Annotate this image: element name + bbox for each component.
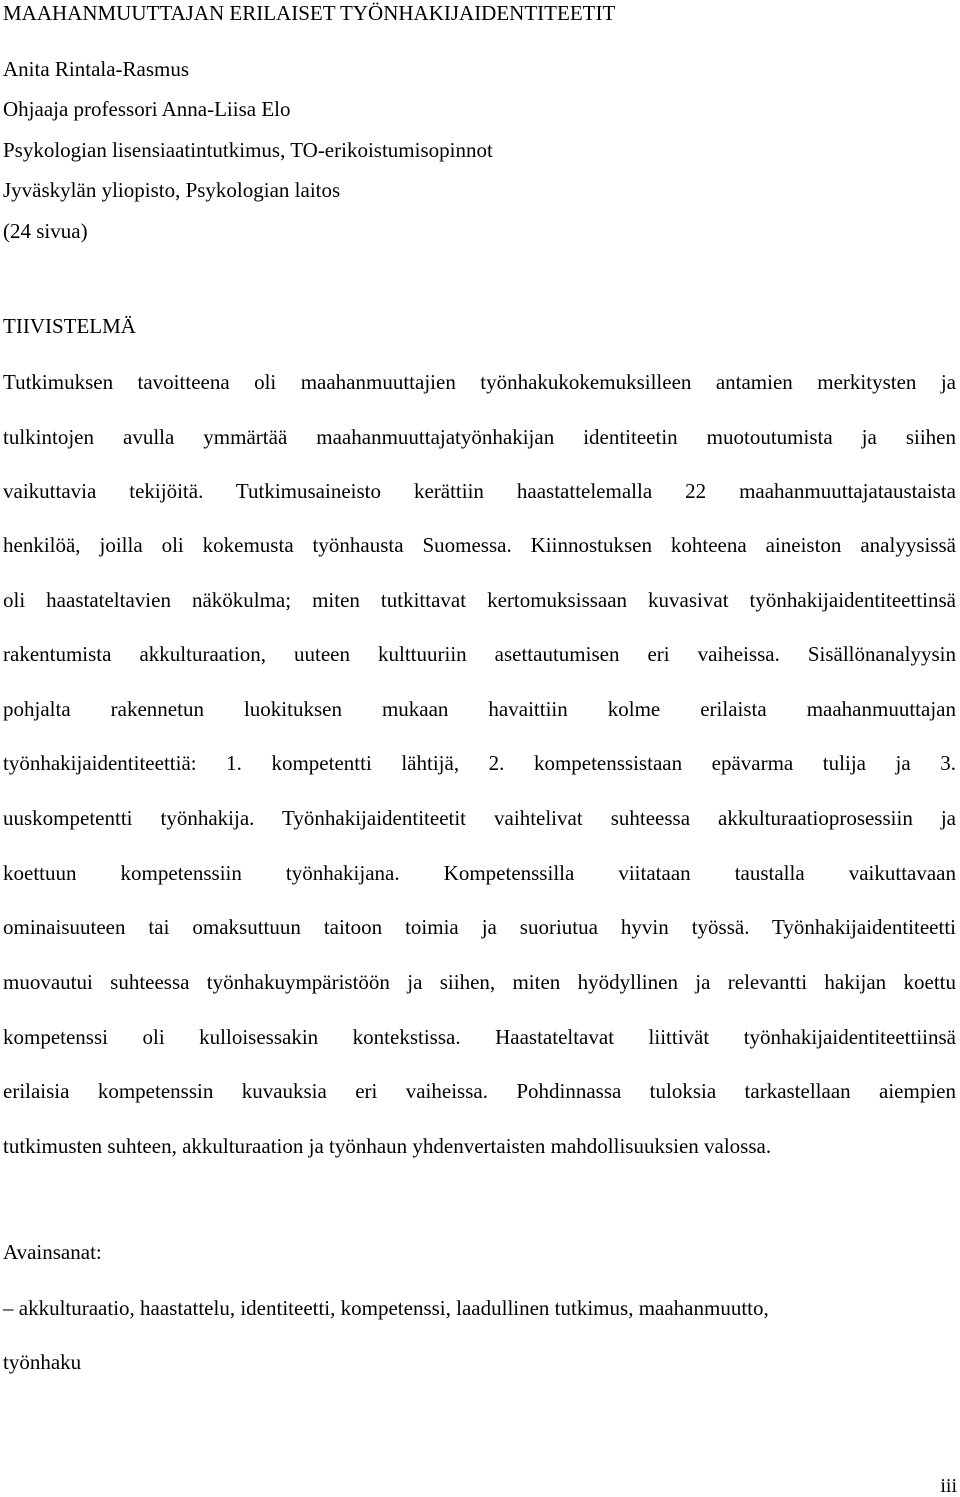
abstract-line: ominaisuuteen tai omaksuttuun taitoon toimia ja suoriutua hyvin työssä. Työnhakijaidentiteetti — [3, 915, 956, 939]
supervisor-line: Ohjaaja professori Anna-Liisa Elo — [3, 97, 291, 121]
keywords-line: – akkulturaatio, haastattelu, identiteetti, kompetenssi, laadullinen tutkimus, maahanmuutto, — [3, 1296, 769, 1320]
keywords-line: työnhaku — [3, 1350, 82, 1374]
author-name: Anita Rintala-Rasmus — [3, 57, 190, 81]
abstract-line: rakentumista akkulturaation, uuteen kulttuuriin asettautumisen eri vaiheissa. Sisällönanalyysin — [3, 642, 956, 666]
page-number: iii — [940, 1475, 957, 1497]
degree-line: Psykologian lisensiaatintutkimus, TO-erikoistumisopinnot — [3, 138, 493, 162]
institution-line: Jyväskylän yliopisto, Psykologian laitos — [3, 178, 341, 202]
abstract-line: oli haastateltavien näkökulma; miten tutkittavat kertomuksissaan kuvasivat työnhakijaidentiteettinsä — [3, 588, 956, 612]
thesis-title: MAAHANMUUTTAJAN ERILAISET TYÖNHAKIJAIDENTITEETIT — [3, 1, 616, 25]
abstract-line: tutkimusten suhteen, akkulturaation ja työnhaun yhdenvertaisten mahdollisuuksien valossa. — [3, 1134, 772, 1158]
keywords-heading: Avainsanat: — [3, 1240, 102, 1264]
abstract-line: henkilöä, joilla oli kokemusta työnhausta Suomessa. Kiinnostuksen kohteena aineiston analyysissä — [3, 533, 956, 557]
abstract-line: Tutkimuksen tavoitteena oli maahanmuuttajien työnhakukokemuksilleen antamien merkitysten ja — [3, 370, 956, 394]
abstract-line: kompetenssi oli kulloisessakin kontekstissa. Haastateltavat liittivät työnhakijaidentiteettiinsä — [3, 1025, 956, 1049]
abstract-line: erilaisia kompetenssin kuvauksia eri vaiheissa. Pohdinnassa tuloksia tarkastellaan aiempien — [3, 1079, 956, 1103]
abstract-line: muovautui suhteessa työnhakuympäristöön ja siihen, miten hyödyllinen ja relevantti hakijan koettu — [3, 970, 956, 994]
abstract-line: uuskompetentti työnhakija. Työnhakijaidentiteetit vaihtelivat suhteessa akkulturaatioprosessiin ja — [3, 806, 956, 830]
abstract-line: vaikuttavia tekijöitä. Tutkimusaineisto kerättiin haastattelemalla 22 maahanmuuttajataustaista — [3, 479, 956, 503]
abstract-line: koettuun kompetenssiin työnhakijana. Kompetenssilla viitataan taustalla vaikuttavaan — [3, 861, 956, 885]
page-count: (24 sivua) — [3, 219, 88, 243]
abstract-line: työnhakijaidentiteettiä: 1. kompetentti lähtijä, 2. kompetenssistaan epävarma tulija ja 3. — [3, 751, 956, 775]
abstract-line: tulkintojen avulla ymmärtää maahanmuuttajatyönhakijan identiteetin muotoutumista ja siihen — [3, 425, 956, 449]
abstract-line: pohjalta rakennetun luokituksen mukaan havaittiin kolme erilaista maahanmuuttajan — [3, 697, 956, 721]
abstract-heading: TIIVISTELMÄ — [3, 314, 136, 338]
